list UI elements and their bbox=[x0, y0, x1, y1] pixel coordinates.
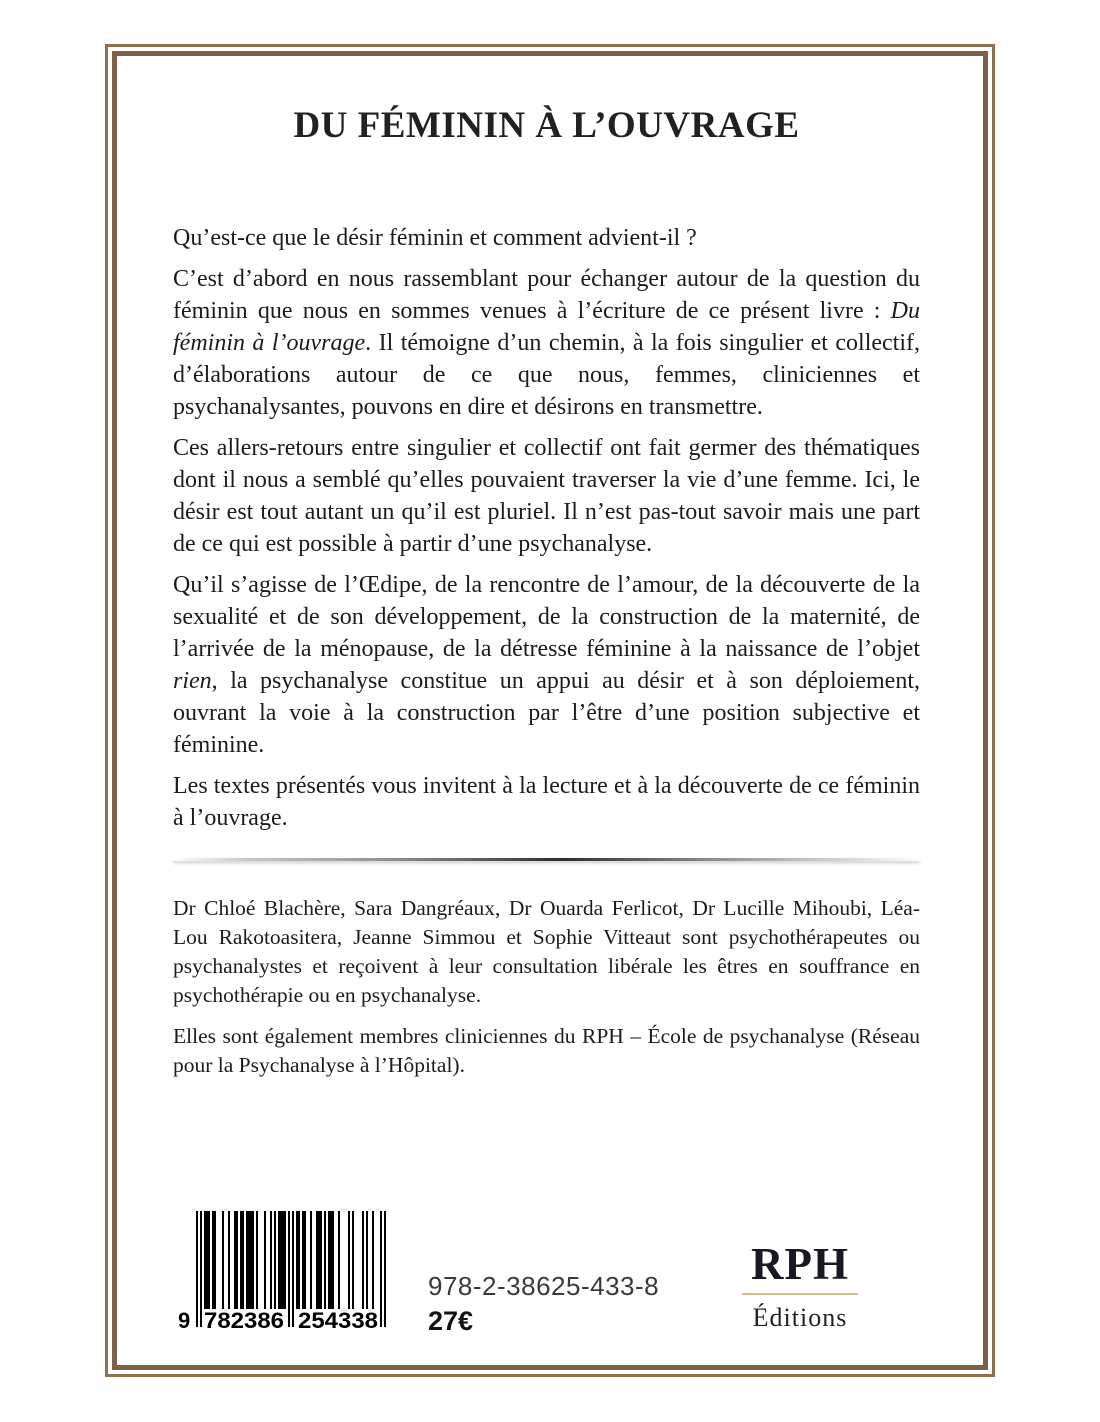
isbn-number: 978-2-38625-433-8 bbox=[428, 1271, 660, 1301]
synopsis bbox=[173, 222, 920, 834]
price: 27€ bbox=[428, 1306, 474, 1336]
book-title: DU FÉMININ À L’OUVRAGE bbox=[293, 105, 800, 146]
ean13-barcode bbox=[174, 1211, 390, 1333]
isbn-price-block bbox=[428, 1271, 659, 1337]
synopsis-paragraph-5: Les textes présentés vous invitent à la lecture et à la découverte de ce féminin à l’ouvrage. bbox=[173, 773, 920, 832]
section-divider bbox=[173, 858, 920, 861]
synopsis-paragraph-3: Ces allers-retours entre singulier et collectif ont fait germer des thématiques dont il nous a semblé qu’elles pouvaient traverser la vie d’une femme. Ici, le désir est tout autant un qu’il est pluriel. Il n’est pas-tout savoir mais une part de ce qui est possible à partir d’une psychanalyse. bbox=[173, 435, 920, 558]
authors-bio-paragraph-1: Dr Chloé Blachère, Sara Dangréaux, Dr Ouarda Ferlicot, Dr Lucille Mihoubi, Léa-Lou Rakotoasitera, Jeanne Simmou et Sophie Vitteaut sont psychothérapeutes ou psychanalystes et reçoivent à leur consultation libérale les êtres en souffrance en psychothérapie ou en psychanalyse. bbox=[173, 896, 920, 1008]
synopsis-paragraph-4: Qu’il s’agisse de l’Œdipe, de la rencontre de l’amour, de la découverte de la sexualité et de son développement, de la construction de la maternité, de l’arrivée de la ménopause, de la détresse féminine à la naissance de l’objet rien, la psychanalyse constitue un appui au désir et à son déploiement, ouvrant la voie à la construction par l’être d’une position subjective et féminine. bbox=[173, 572, 920, 759]
synopsis-paragraph-1: Qu’est-ce que le désir féminin et comment advient-il ? bbox=[173, 225, 697, 252]
barcode-svg bbox=[174, 1211, 390, 1333]
svg-text:9: 9 bbox=[178, 1308, 191, 1333]
svg-text:254338: 254338 bbox=[298, 1308, 378, 1333]
synopsis-paragraph-2: C’est d’abord en nous rassemblant pour échanger autour de la question du féminin que nous en sommes venues à l’écriture de ce présent livre : Du féminin à l’ouvrage. Il témoigne d’un chemin, à la fois singulier et collectif, d’élaborations autour de ce que nous, femmes, cliniciennes et psychanalysantes, pouvons en dire et désirons en transmettre. bbox=[173, 266, 920, 421]
authors-bio-paragraph-2: Elles sont également membres cliniciennes du RPH – École de psychanalyse (Réseau pour la Psychanalyse à l’Hôpital). bbox=[173, 1024, 920, 1078]
publisher-rule bbox=[742, 1293, 858, 1295]
svg-text:782386: 782386 bbox=[204, 1308, 284, 1333]
back-cover-content bbox=[173, 0, 920, 1080]
publisher-name: RPH bbox=[751, 1239, 849, 1289]
publisher-tagline: Éditions bbox=[752, 1303, 848, 1332]
authors-bio bbox=[173, 894, 920, 1080]
publisher-logo bbox=[736, 1239, 864, 1333]
